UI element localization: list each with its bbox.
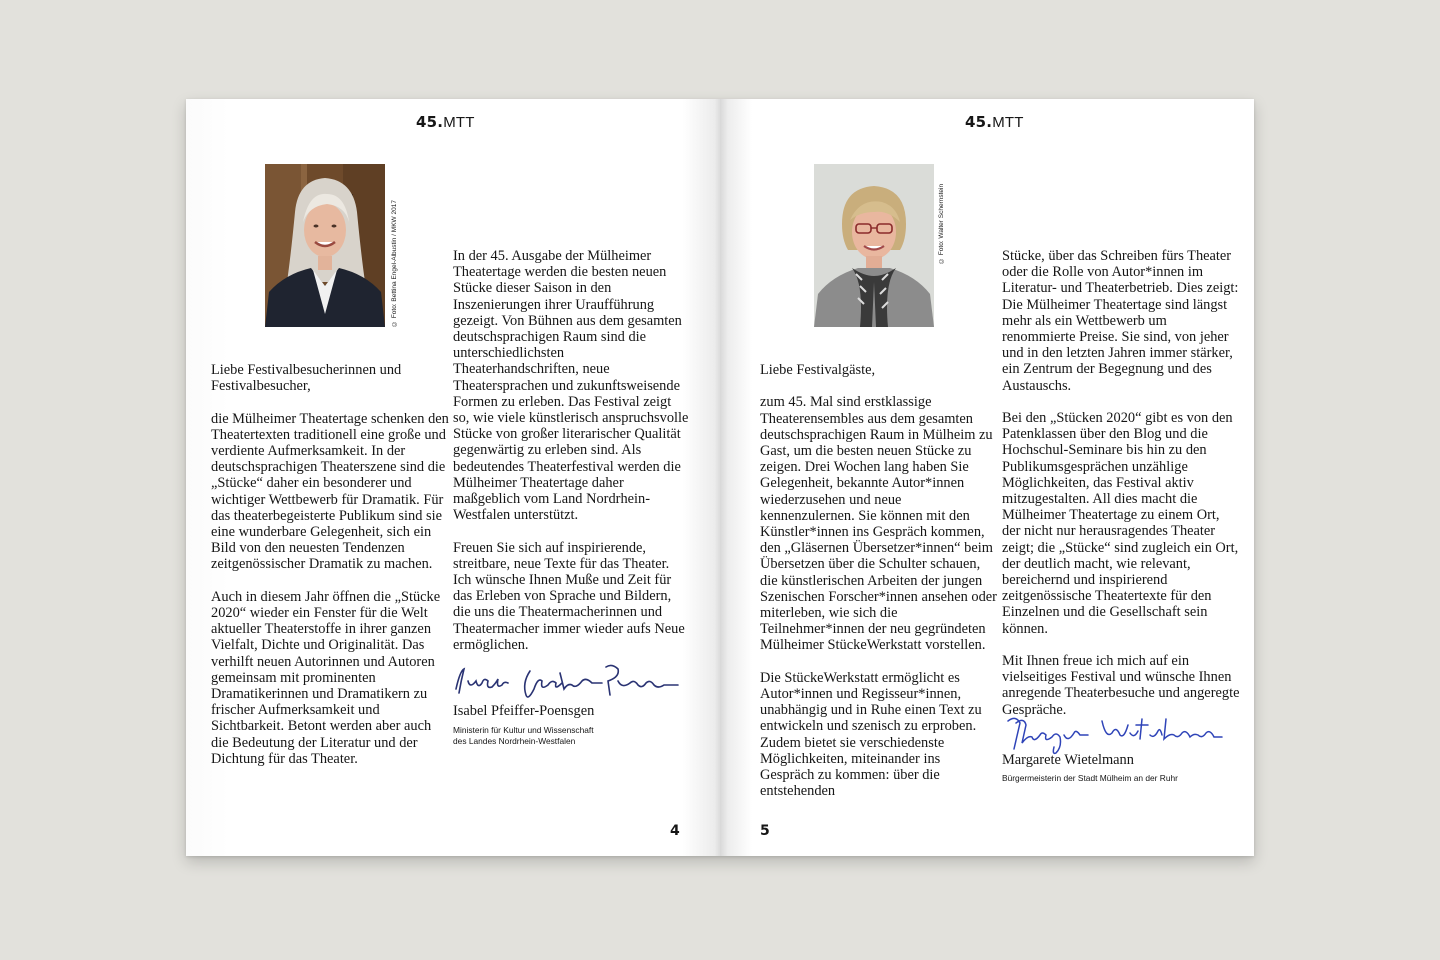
paragraph: Die StückeWerkstatt ermöglicht es Autor*innen und Regisseur*innen, unabhängig und in Ruhe einen Text zu entwickeln und szenisch zu erproben. Zudem bietet sie verschiedenste Möglichkeiten, miteinander ins Gespräch zu kommen: über die entstehenden bbox=[760, 669, 982, 800]
left-page bbox=[186, 99, 720, 856]
signatory-name: Margarete Wietelmann bbox=[1002, 752, 1134, 768]
letter-column-1 bbox=[211, 362, 449, 783]
paragraph: Stücke, über das Schreiben fürs Theater oder die Rolle von Autor*innen im Literatur- und Theaterbetrieb. Dies zeigt: Die Mülheimer Theatertage sind längst mehr als ein Wettbewerb um renommierte Preise. Sie sind, von jeher und in den letzten Jahren immer stärker, ein Zentrum der Begegnung und des Austauschs. bbox=[1002, 248, 1239, 394]
letter-column-2 bbox=[453, 248, 691, 669]
brochure-spread bbox=[186, 99, 1254, 856]
paragraph: die Mülheimer Theatertage schenken den Theatertexten traditionell eine große und verdiente Aufmerksamkeit. In der deutschsprachigen Theaterszene sind die „Stücke“ daher ein besonderer und wichtiger Wettbewerb für Dramatik. Für das theaterbegeisterte Publikum sind sie eine wunderbare Gelegenheit, sich ein Bild von den neuesten Tendenzen zeitgenössischer Dramatik zu machen. bbox=[211, 410, 449, 573]
page-number: 4 bbox=[670, 823, 680, 839]
salutation: Liebe Festivalgäste, bbox=[760, 362, 876, 378]
paragraph: Freuen Sie sich auf inspirierende, streitbare, neue Texte für das Theater. Ich wünsche Ihnen Muße und Zeit für das Erleben von Sprache und Bildern, die uns die Theatermacherinnen und Theatermacher immer wieder aufs Neue ermöglichen. bbox=[453, 539, 685, 653]
signatory-name: Isabel Pfeiffer-Poensgen bbox=[453, 703, 595, 719]
letter-column-1 bbox=[760, 362, 998, 816]
signatory-role: Bürgermeisterin der Stadt Mülheim an der Ruhr bbox=[1002, 773, 1178, 783]
page-header: 45.MTT bbox=[965, 113, 1024, 131]
handwritten-signature bbox=[452, 659, 684, 705]
handwritten-signature bbox=[1002, 711, 1228, 757]
paragraph: Mit Ihnen freue ich mich auf ein vielseitiges Festival und wünsche Ihnen anregende Theaterbesuche und angeregte Gespräche. bbox=[1002, 653, 1240, 718]
portrait-photo bbox=[265, 164, 385, 327]
page-header: 45.MTT bbox=[416, 113, 475, 131]
paragraph: In der 45. Ausgabe der Mülheimer Theatertage werden die besten neuen Stücke dieser Saison in den Inszenierungen ihrer Uraufführung gezeigt. Von Bühnen aus dem gesamten deutschsprachigen Raum sind die unterschiedlichsten Theaterhandschriften, neue Theatersprachen und zukunftsweisende Formen zu erleben. Das Festival zeigt so, wie viele künstlerisch anspruchsvolle Stücke von großer literarischer Qualität gegenwärtig zu erleben sind. Als bedeutendes Theaterfestival werden die Mülheimer Theatertage daher maßgeblich vom Land Nordrhein-Westfalen unterstützt. bbox=[453, 248, 689, 524]
salutation: Liebe Festivalbesucherinnen und Festivalbesucher, bbox=[211, 362, 402, 395]
portrait-photo bbox=[814, 164, 934, 327]
paragraph: zum 45. Mal sind erstklassige Theaterensembles aus dem gesamten deutschsprachigen Raum in Mülheim zu Gast, um die besten neuen Stücke zu zeigen. Drei Wochen lang haben Sie Gelegenheit, bekannte Autor*innen wiederzusehen und neue kennenzulernen. Sie können mit den Künstler*innen ins Gespräch kommen, den „Gläsernen Übersetzer*innen“ beim Übersetzen über die Schulter schauen, die künstlerischen Arbeiten der jungen Szenischen Forscher*innen ansehen oder miterleben, wie sich die Teilnehmer*innen der neu gegründeten Mülheimer StückeWerkstatt vorstellen. bbox=[760, 394, 997, 654]
signatory-role: Ministerin für Kultur und Wissenschaft des Landes Nordrhein-Westfalen bbox=[453, 725, 594, 746]
page-number: 5 bbox=[760, 823, 770, 839]
letter-column-2 bbox=[1002, 248, 1240, 734]
right-page bbox=[720, 99, 1254, 856]
paragraph: Auch in diesem Jahr öffnen die „Stücke 2020“ wieder ein Fenster für die Welt aktueller Theaterstoffe in ihrer ganzen Vielfalt, Dichte und Originalität. Das verhilft neuen Autorinnen und Autoren gemeinsam mit prominenten Dramatikerinnen und Dramatikern zu frischer Aufmerksamkeit und Sichtbarkeit. Betont werden aber auch die Bedeutung der Literatur und der Dichtung für das Theater. bbox=[211, 588, 441, 767]
paragraph: Bei den „Stücken 2020“ gibt es von den Patenklassen über den Blog und die Hochschul-Seminare bis hin zu den Publikumsgesprächen unzählige Möglichkeiten, das Festival aktiv mitzugestalten. All dies macht die Mülheimer Theatertage zu einem Ort, der nicht nur herausragendes Theater zeigt; die „Stücke“ sind zugleich ein Ort, der deutlich macht, wie relevant, bereichernd und inspirierend zeitgenössische Theatertexte für den Einzelnen und die Gesellschaft sein können. bbox=[1002, 410, 1239, 637]
photo-credit: © Foto: Walter Schernstein bbox=[938, 183, 945, 264]
photo-credit: © Foto: Bettina Engel-Albustin / MKW 2017 bbox=[391, 200, 398, 327]
